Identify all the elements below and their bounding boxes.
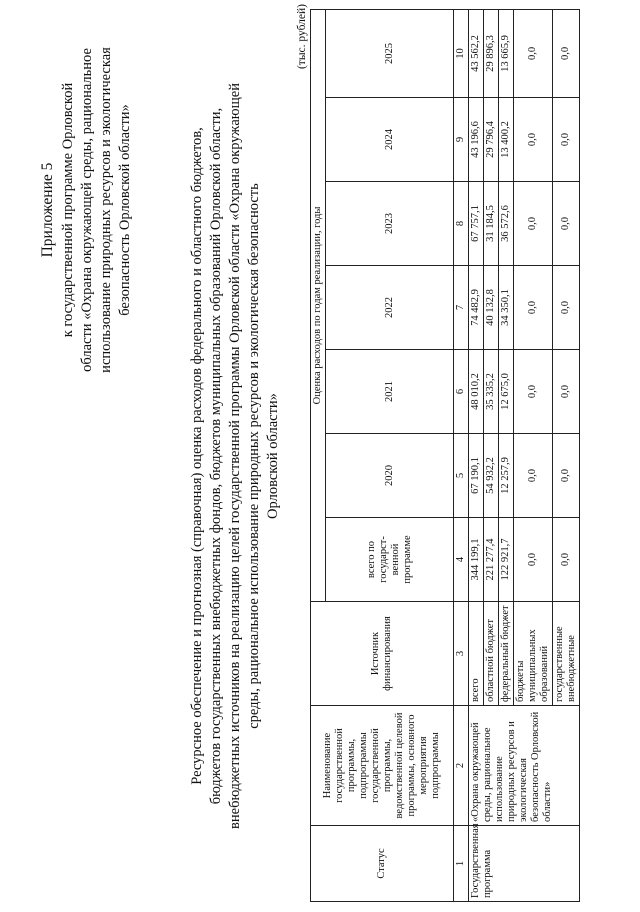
header-year: 2021	[326, 350, 454, 434]
value-cell: 221 277,4	[484, 518, 499, 602]
program-name-cell: «Охрана окружающей среды, рациональное использование природных ресурсов и экологическая безопасность Орловской области»	[469, 706, 580, 826]
value-cell: 122 921,7	[499, 518, 514, 602]
value-cell: 0,0	[514, 182, 553, 266]
title-line: бюджетов государственных внебюджетных фондов, бюджетов муниципальных образований Орловской области,	[208, 107, 224, 805]
index-cell: 5	[454, 434, 469, 518]
appendix-number: Приложение 5	[39, 162, 56, 258]
value-cell: 12 675,0	[499, 350, 514, 434]
value-cell: 0,0	[514, 518, 553, 602]
value-cell: 43 196,6	[469, 98, 484, 182]
header-year: 2020	[326, 434, 454, 518]
units-label: (тыс. рублей)	[296, 4, 308, 70]
value-cell: 0,0	[553, 9, 580, 97]
index-cell: 8	[454, 182, 469, 266]
value-cell: 31 184,5	[484, 182, 499, 266]
index-cell: 4	[454, 518, 469, 602]
source-cell: всего	[469, 602, 484, 706]
value-cell: 0,0	[514, 350, 553, 434]
source-cell: федеральный бюджет	[499, 602, 514, 706]
value-cell: 67 190,1	[469, 434, 484, 518]
value-cell: 35 335,2	[484, 350, 499, 434]
source-cell: областной бюджет	[484, 602, 499, 706]
value-cell: 29 896,3	[484, 9, 499, 97]
source-cell: государственные внебюджетные	[553, 602, 580, 706]
value-cell: 0,0	[553, 182, 580, 266]
index-cell: 1	[454, 826, 469, 902]
value-cell: 48 010,2	[469, 350, 484, 434]
value-cell: 12 257,9	[499, 434, 514, 518]
index-cell: 2	[454, 706, 469, 826]
appendix-line: к государственной программе Орловской	[60, 82, 76, 338]
value-cell: 29 796,4	[484, 98, 499, 182]
value-cell: 0,0	[553, 98, 580, 182]
header-estimate: Оценка расходов по годам реализации, годы	[311, 9, 326, 601]
value-cell: 0,0	[553, 266, 580, 350]
index-cell: 10	[454, 9, 469, 97]
header-status: Статус	[311, 826, 454, 902]
value-cell: 54 932,2	[484, 434, 499, 518]
table-row	[469, 9, 484, 901]
document-title	[188, 16, 283, 896]
value-cell: 13 665,9	[499, 9, 514, 97]
value-cell: 0,0	[514, 98, 553, 182]
title-line: среды, рациональное использование природных ресурсов и экологическая безопасность	[246, 183, 262, 729]
value-cell: 67 757,1	[469, 182, 484, 266]
index-cell: 6	[454, 350, 469, 434]
header-year: 2022	[326, 266, 454, 350]
source-cell: бюджеты муниципальных образований	[514, 602, 553, 706]
value-cell: 0,0	[553, 350, 580, 434]
appendix-line: области «Охрана окружающей среды, рациональное	[79, 48, 95, 372]
value-cell: 0,0	[553, 518, 580, 602]
appendix-block	[38, 0, 135, 420]
value-cell: 13 400,2	[499, 98, 514, 182]
header-year: 2024	[326, 98, 454, 182]
index-cell: 9	[454, 98, 469, 182]
title-line: внебюджетных источников на реализацию целей государственной программы Орловской области «Охрана окружающей	[227, 83, 243, 829]
index-cell: 3	[454, 602, 469, 706]
value-cell: 74 482,9	[469, 266, 484, 350]
value-cell: 0,0	[514, 266, 553, 350]
value-cell: 36 572,6	[499, 182, 514, 266]
value-cell: 40 132,8	[484, 266, 499, 350]
header-year: 2025	[326, 9, 454, 97]
value-cell: 344 199,1	[469, 518, 484, 602]
value-cell: 43 562,2	[469, 9, 484, 97]
index-cell: 7	[454, 266, 469, 350]
header-source: Источник финансирования	[311, 602, 454, 706]
index-row	[454, 9, 469, 901]
budget-table	[310, 9, 580, 902]
value-cell: 0,0	[553, 434, 580, 518]
header-row-top	[311, 9, 326, 901]
appendix-line: безопасность Орловской области»	[117, 104, 133, 316]
header-year: 2023	[326, 182, 454, 266]
value-cell: 34 350,1	[499, 266, 514, 350]
value-cell: 0,0	[514, 9, 553, 97]
appendix-line: использование природных ресурсов и экологическая	[98, 47, 114, 373]
header-total: всего по государст- венной программе	[326, 518, 454, 602]
status-cell: Государственная программа	[469, 826, 580, 902]
title-line: Ресурсное обеспечение и прогнозная (справочная) оценка расходов федерального и областного бюджетов,	[189, 127, 205, 785]
title-line: Орловской области»	[265, 393, 281, 519]
value-cell: 0,0	[514, 434, 553, 518]
header-name: Наименование государственной программы, подпрограммы государственной программы, ведомственной целевой программы, основного мероприятия подпрограммы	[311, 706, 454, 826]
